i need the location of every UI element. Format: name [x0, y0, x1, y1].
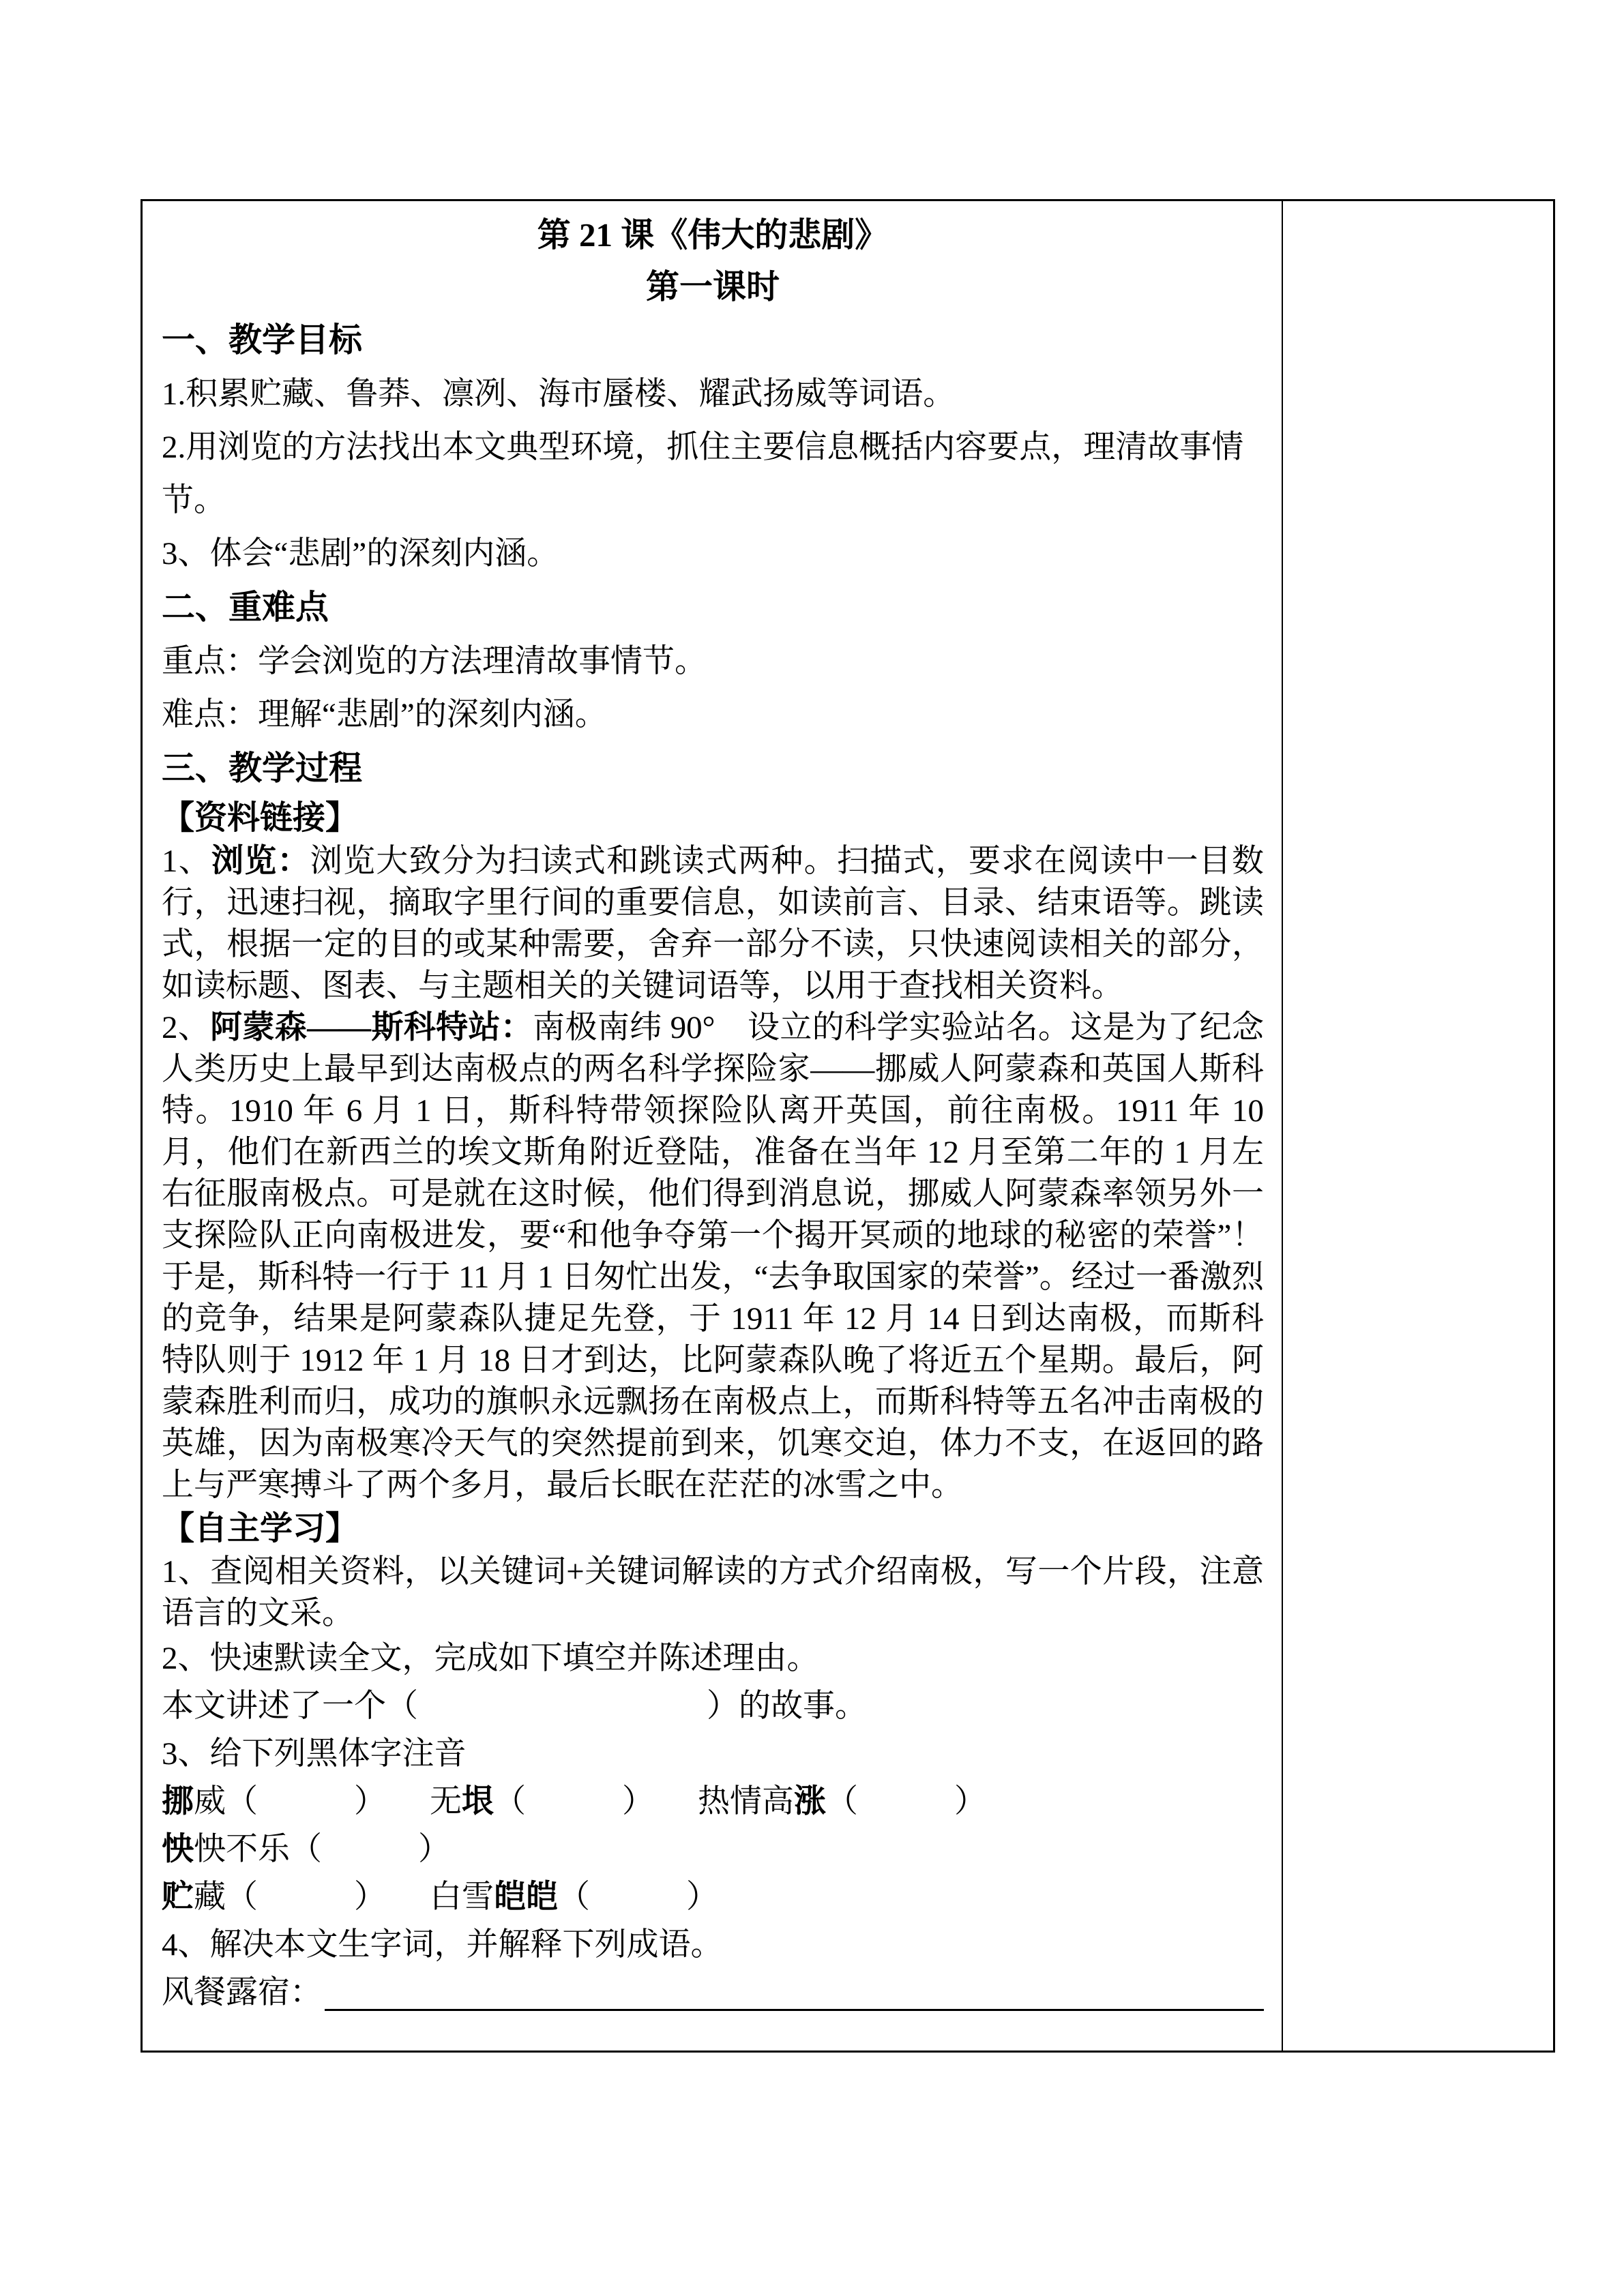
term-browse: 浏览： — [211, 844, 310, 879]
word-pre: 无 — [430, 1784, 462, 1819]
bold-char: 贮 — [162, 1879, 194, 1915]
pinyin-word-reqinggaozhang — [698, 1784, 986, 1819]
word-pre: 热情高 — [698, 1784, 794, 1819]
bold-char: 垠 — [462, 1784, 494, 1819]
goals-heading: 一、教学目标 — [162, 321, 363, 359]
bold-char: 皑皑 — [494, 1879, 558, 1915]
selfstudy-task-2: 2、快速默读全文，完成如下填空并陈述理由。 — [162, 1641, 819, 1676]
bold-char: 怏 — [162, 1832, 194, 1867]
fill-in-underline — [325, 2009, 1264, 2011]
pinyin-row-2 — [162, 1873, 1264, 1921]
keypoint-focus: 重点：学会浏览的方法理清故事情节。 — [162, 644, 707, 679]
word-pre: 白雪 — [430, 1879, 494, 1915]
bold-char: 挪 — [162, 1784, 194, 1819]
goal-item-3: 3、体会“悲剧”的深刻内涵。 — [162, 536, 559, 571]
item-number: 1、 — [162, 844, 212, 879]
term-browse-definition: 浏览大致分为扫读式和跳读式两种。扫描式，要求在阅读中一目数行，迅速扫视，摘取字里行间的重要信息，如读前言、目录、结束语等。跳读式，根据一定的目的或某种需要，舍弃一部分不读，只快速阅读相关的部分，如读标题、图表、与主题相关的关键词语等，以用于查找相关资料。 — [162, 844, 1265, 1004]
lesson-title: 第 21 课《伟大的悲剧》 — [537, 216, 889, 254]
pinyin-word-baixueaiai — [430, 1879, 718, 1915]
selfstudy-task-1: 1、查阅相关资料，以关键词+关键词解读的方式介绍南极，写一个片段，注意语言的文采。 — [162, 1554, 1264, 1631]
pinyin-row-1 — [162, 1778, 1264, 1873]
selfstudy-task-3: 3、给下列黑体字注音 — [162, 1736, 467, 1772]
pinyin-word-yangyangbule — [162, 1832, 450, 1867]
goal-item-2: 2.用浏览的方法找出本文典型环境，抓住主要信息概括内容要点，理清故事情节。 — [162, 430, 1244, 518]
word-rest: 藏（ ） — [194, 1879, 386, 1915]
pinyin-word-zhucang — [162, 1879, 386, 1915]
idiom-label: 风餐露宿： — [162, 1975, 322, 2010]
keypoints-heading: 二、重难点 — [162, 588, 329, 626]
fill-in-sentence: 本文讲述了一个（ ）的故事。 — [162, 1688, 867, 1724]
pinyin-word-nuowei — [162, 1784, 386, 1819]
materials-item-station — [162, 1007, 1264, 1506]
selfstudy-heading: 【自主学习】 — [162, 1510, 359, 1547]
lesson-content-cell — [143, 201, 1283, 2051]
word-rest: （ ） — [494, 1784, 654, 1819]
word-rest: 威（ ） — [194, 1784, 386, 1819]
remarks-column — [1283, 201, 1553, 2051]
pinyin-word-wuyin — [430, 1784, 654, 1819]
keypoint-difficulty: 难点：理解“悲剧”的深刻内涵。 — [162, 697, 607, 732]
word-rest: （ ） — [826, 1784, 986, 1819]
term-station: 阿蒙森——斯科特站： — [210, 1010, 533, 1045]
goal-item-1: 1.积累贮藏、鲁莽、凛冽、海市蜃楼、耀武扬威等词语。 — [162, 376, 956, 412]
selfstudy-task-4: 4、解决本文生字词，并解释下列成语。 — [162, 1927, 723, 1963]
word-rest: 怏不乐（ ） — [194, 1832, 450, 1867]
process-heading: 三、教学过程 — [162, 749, 363, 787]
bold-char: 涨 — [794, 1784, 826, 1819]
item-number: 2、 — [162, 1010, 211, 1045]
materials-heading: 【资料链接】 — [162, 800, 359, 836]
term-station-definition: 南极南纬 90° 设立的科学实验站名。这是为了纪念人类历史上最早到达南极点的两名科学探险家——挪威人阿蒙森和英国人斯科特。1910 年 6 月 1 日，斯科特带领探险队离开英国，前往南极。1911 年 10 月，他们在新西兰的埃文斯角附近登陆，准备在当年 12 月至第二年的 1 月左右征服南极点。可是就在这时候，他们得到消息说，挪威人阿蒙森率领另外一支探险队正向南极进发，要“和他争夺第一个揭开冥顽的地球的秘密的荣誉”！于是，斯科特一行于 11 月 1 日匆忙出发，“去争取国家的荣誉”。经过一番激烈的竞争，结果是阿蒙森队捷足先登，于 1911 年 12 月 14 日到达南极，而斯科特队则于 1912 年 1 月 18 日才到达，比阿蒙森队晚了将近五个星期。最后，阿蒙森胜利而归，成功的旗帜永远飘扬在南极点上，而斯科特等五名冲击南极的英雄，因为南极寒冷天气的突然提前到来，饥寒交迫，体力不支，在返回的路上与严寒搏斗了两个多月，最后长眠在茫茫的冰雪之中。 — [162, 1010, 1265, 1503]
materials-item-browse — [162, 841, 1264, 1007]
word-rest: （ ） — [558, 1879, 718, 1915]
lesson-subtitle: 第一课时 — [645, 268, 780, 305]
lesson-plan-table — [141, 199, 1555, 2053]
idiom-fill-line — [162, 1969, 1264, 2016]
